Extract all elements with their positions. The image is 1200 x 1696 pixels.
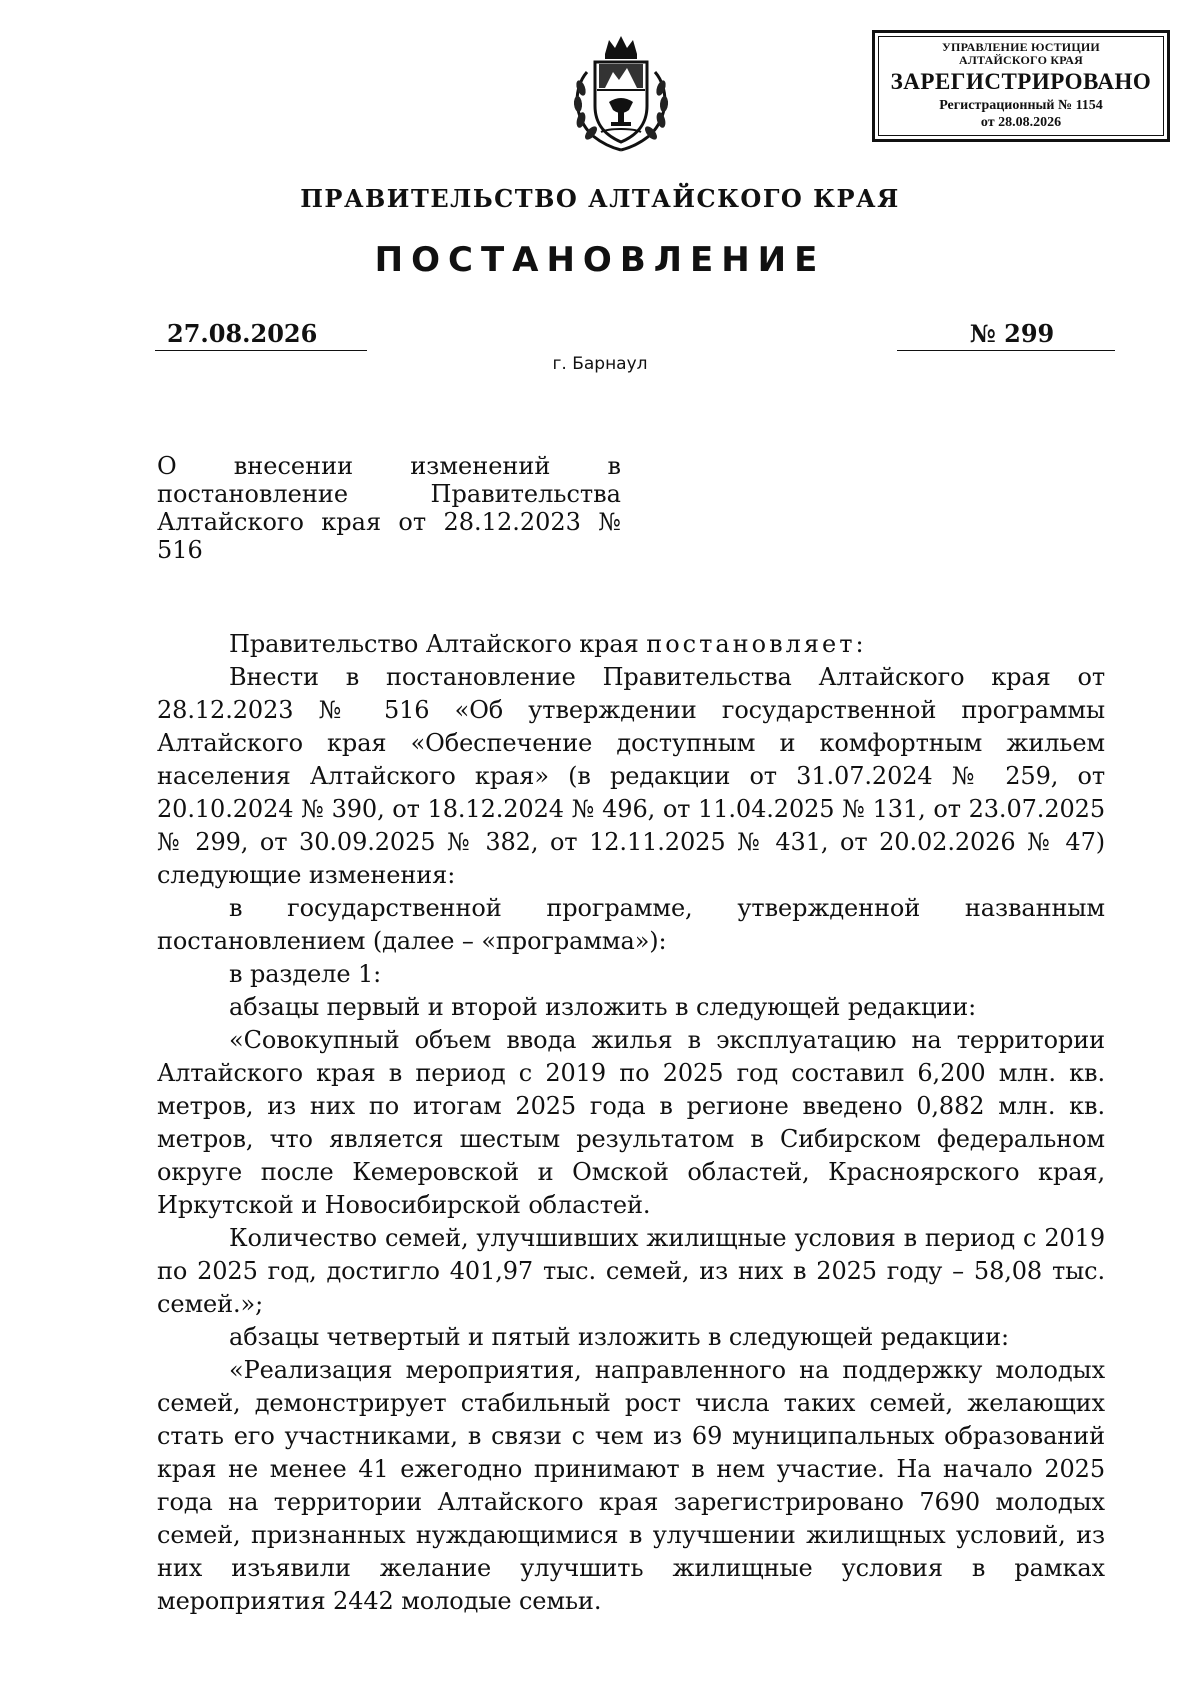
- city: г. Барнаул: [552, 354, 648, 374]
- body-paragraph: в государственной программе, утвержденной названным постановлением (далее – «программа»):: [157, 894, 1105, 955]
- coat-of-arms-emblem: [565, 32, 677, 156]
- document-number: № 299: [969, 319, 1055, 348]
- registration-stamp: [872, 30, 1170, 142]
- intro-resolves: постановляет: [646, 630, 856, 658]
- body-paragraph: абзацы первый и второй изложить в следующей редакции:: [229, 993, 977, 1021]
- body-paragraph: Внести в постановление Правительства Алтайского края от 28.12.2023 № 516 «Об утверждении государственной программы Алтайского края «Обеспечение доступным и комфортным жильем населения Алтайского края» (в редакции от 31.07.2024 № 259, от 20.10.2024 № 390, от 18.12.2024 № 496, от 11.04.2025 № 131, от 23.07.2025 № 299, от 30.09.2025 № 382, от 12.11.2025 № 431, от 20.02.2026 № 47) следующие изменения:: [157, 663, 1105, 889]
- intro-tail: :: [855, 630, 864, 658]
- date-field: [155, 318, 367, 351]
- document-date: 27.08.2026: [167, 319, 318, 348]
- subject-line: постановление Правительства: [157, 480, 621, 508]
- document-subject: [157, 452, 621, 564]
- document-body: [157, 628, 1105, 1618]
- body-paragraph: абзацы четвертый и пятый изложить в следующей редакции:: [229, 1323, 1009, 1351]
- number-field: [897, 318, 1115, 351]
- stamp-frame: [878, 36, 1164, 136]
- stamp-status: ЗАРЕГИСТРИРОВАНО: [890, 69, 1152, 94]
- subject-line: Алтайского края от 28.12.2023 № 516: [157, 508, 621, 564]
- body-paragraph: Количество семей, улучшивших жилищные условия в период с 2019 по 2025 год, достигло 401,97 тыс. семей, из них в 2025 году – 58,08 тыс. семей.»;: [157, 1224, 1105, 1318]
- subject-line: О внесении изменений в: [157, 452, 621, 480]
- body-paragraph: в разделе 1:: [229, 960, 382, 988]
- document-type: ПОСТАНОВЛЕНИЕ: [374, 240, 826, 280]
- body-paragraph: «Реализация мероприятия, направленного на поддержку молодых семей, демонстрирует стабильный рост числа таких семей, желающих стать его участниками, в связи с чем из 69 муниципальных образований края не менее 41 ежегодно принимают в нем участие. На начало 2025 года на территории Алтайского края зарегистрировано 7690 молодых семей, признанных нуждающимися в улучшении жилищных условий, из них изъявили желание улучшить жилищные условия в рамках мероприятия 2442 молодые семьи.: [157, 1356, 1105, 1615]
- stamp-reg-number: Регистрационный № 1154: [939, 98, 1103, 113]
- body-paragraph: «Совокупный объем ввода жилья в эксплуатацию на территории Алтайского края в период с 2019 по 2025 год составил 6,200 млн. кв. метров, из них по итогам 2025 года в регионе введено 0,882 млн. кв. метров, что является шестым результатом в Сибирском федеральном округе после Кемеровской и Омской областей, Красноярского края, Иркутской и Новосибирской областей.: [157, 1026, 1105, 1219]
- stamp-org-line1: УПРАВЛЕНИЕ ЮСТИЦИИ: [942, 40, 1100, 54]
- intro-lead: Правительство Алтайского края: [229, 630, 647, 658]
- government-name: ПРАВИТЕЛЬСТВО АЛТАЙСКОГО КРАЯ: [300, 184, 900, 213]
- body-intro: [157, 628, 1105, 661]
- stamp-org-line2: АЛТАЙСКОГО КРАЯ: [959, 53, 1083, 67]
- stamp-reg-date: от 28.08.2026: [980, 115, 1062, 130]
